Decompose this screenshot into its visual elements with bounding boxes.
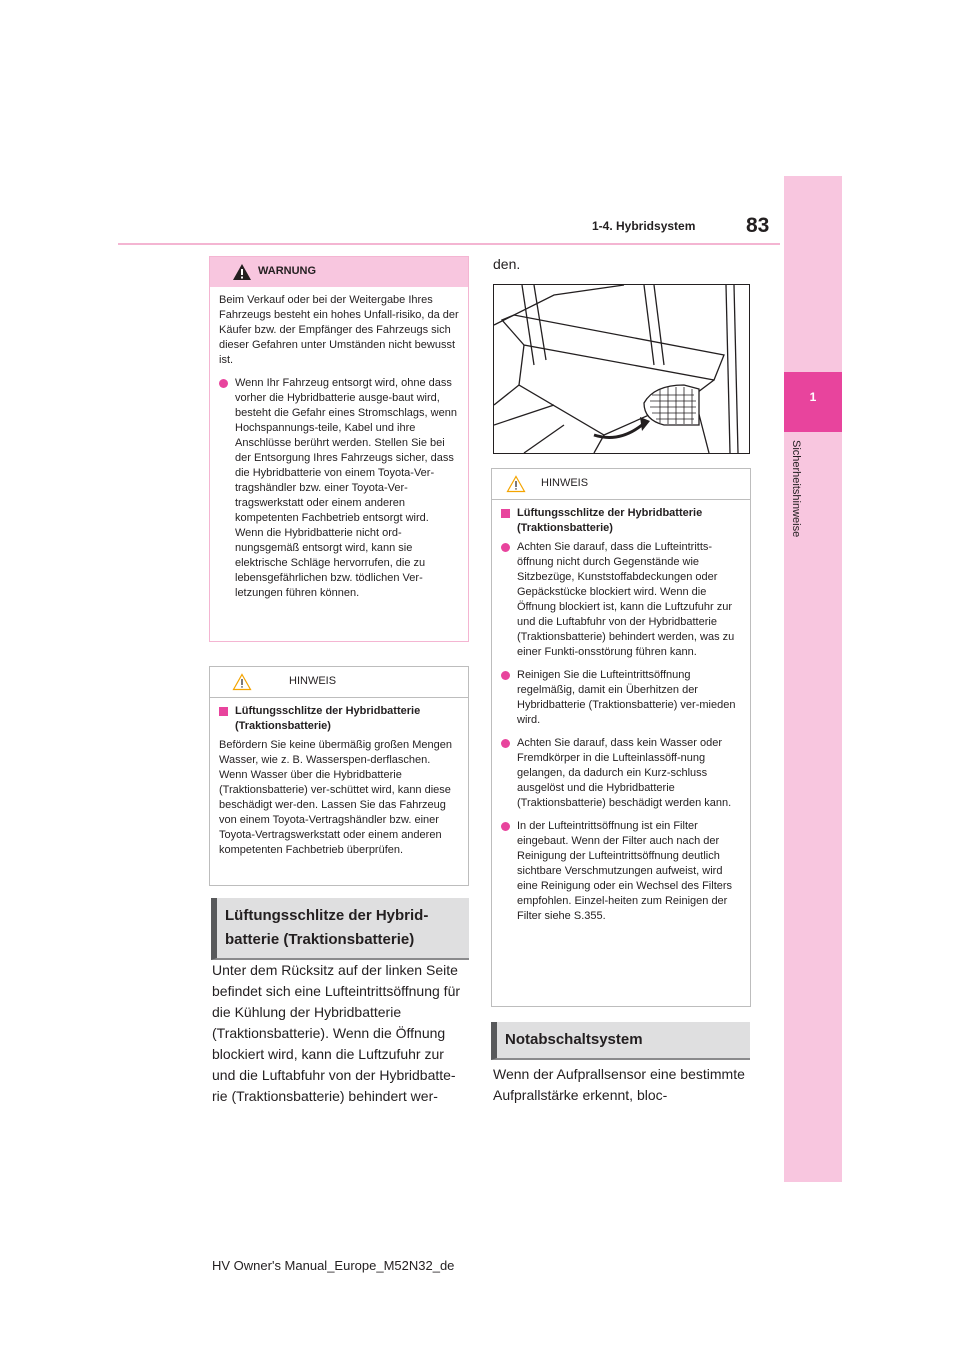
notice-subheading: Lüftungsschlitze der Hybridbatterie (Traktionsbatterie) xyxy=(219,704,459,734)
rear-seat-vent-drawing xyxy=(494,285,749,453)
page-number: 83 xyxy=(746,214,770,237)
bullet-icon xyxy=(219,379,228,388)
bullet-icon xyxy=(501,739,510,748)
chapter-side-tab xyxy=(784,176,842,1182)
section-title: 1-4. Hybridsystem xyxy=(592,219,696,233)
bullet-icon xyxy=(501,671,510,680)
warning-title: WARNUNG xyxy=(258,265,317,277)
list-item: Reinigen Sie die Lufteintrittsöffnung regelmäßig, damit ein Überhitzen der Hybridbatterie (Traktionsbatterie) ver-mieden wird. xyxy=(501,668,741,728)
square-bullet-icon xyxy=(219,707,228,716)
section-heading-vent: Lüftungsschlitze der Hybrid- batterie (Traktionsbatterie) xyxy=(211,898,469,960)
emergency-body-text: Wenn der Aufprallsensor eine bestimmte Aufprallstärke erkennt, bloc- xyxy=(493,1066,745,1103)
square-bullet-icon xyxy=(501,509,510,518)
notice-subheading: Lüftungsschlitze der Hybridbatterie (Traktionsbatterie) xyxy=(501,506,741,536)
caution-triangle-icon xyxy=(506,475,526,493)
chapter-label: Sicherheitshinweise xyxy=(790,440,802,538)
section-heading-emergency: Notabschaltsystem xyxy=(491,1022,750,1060)
bullet-icon xyxy=(501,822,510,831)
header-rule xyxy=(118,243,780,245)
footer-text: HV Owner's Manual_Europe_M52N32_de xyxy=(212,1258,455,1273)
vent-body-text: Unter dem Rücksitz auf der linken Seite befindet sich eine Lufteintrittsöffnung für die Kühlung der Hybridbatterie (Traktionsbatterie). Wenn die Öffnung blockiert wird, kann die Luftzufuhr zur und die Luftabfuhr von der Hybridbatte-rie (Traktionsbatterie) behindert wer- xyxy=(212,962,461,1104)
caution-triangle-icon xyxy=(232,673,252,691)
list-item: Achten Sie darauf, dass die Lufteintritts-öffnung nicht durch Gegenstände wie Sitzbezüge, Kunststoffabdeckungen oder Gepäckstücke blockiert wird. Wenn die Öffnung blockiert ist, kann die Luftzufuhr zur und die Luftabfuhr von der Hybridbatterie (Traktionsbatterie) behindert werden, was zu einer Funkti-onsstörung führen kann. xyxy=(501,540,741,660)
list-item: Achten Sie darauf, dass kein Wasser oder Fremdkörper in die Lufteinlassöff-nung gelangen, da dadurch ein Kurz-schluss ausgelöst und die Hybridbatterie (Traktionsbatterie) beschädigt werden kann. xyxy=(501,736,741,811)
notice-box-header xyxy=(210,667,468,698)
warning-triangle-icon xyxy=(232,263,252,281)
warning-box xyxy=(209,256,469,642)
notice-text: Befördern Sie keine übermäßig großen Mengen Wasser, wie z. B. Wasserspen-derflaschen. Wenn Wasser über die Hybridbatterie (Traktionsbatterie) ver-schüttet wird, kann diese beschädigt wer-den. Lassen Sie das Fahrzeug von einem Toyota-Vertragshändler bzw. einer Toyota-Vertragswerkstatt oder einem anderen kompetenten Fachbetrieb überprüfen. xyxy=(219,739,452,856)
warning-intro: Beim Verkauf oder bei der Weitergabe Ihres Fahrzeugs besteht ein hohes Unfall-risiko, da der Käufer bzw. der Empfänger des Fahrzeugs sich dieser Gefahren unter Umständen nicht bewusst ist. xyxy=(219,294,459,366)
vent-illustration xyxy=(493,284,750,454)
list-item: In der Lufteintrittsöffnung ist ein Filter eingebaut. Wenn der Filter auch nach der Reinigung der Lufteintrittsöffnung deutlich sichtbare Verschmutzungen aufweist, wird eine Reinigung oder ein Wechsel des Filters empfohlen. Einzel-heiten zum Reinigen der Filter siehe S.355. xyxy=(501,819,741,924)
notice-box-header xyxy=(492,469,750,500)
bullet-icon xyxy=(501,543,510,552)
list-item: Wenn Ihr Fahrzeug entsorgt wird, ohne dass vorher die Hybridbatterie ausge-baut wird, besteht die Gefahr eines Stromschlags, wenn Hochspannungs-teile, Kabel und ihre Anschlüsse berührt werden. Stellen Sie bei der Entsorgung Ihres Fahrzeugs sicher, dass die Hybridbatterie von einem Toyota-Ver-tragshändler bzw. einer Toyota-Ver-tragswerkstatt oder einem anderen kompetenten Fachbetrieb entsorgt wird. Wenn die Hybridbatterie nicht ord-nungsgemäß entsorgt wird, kann sie elektrische Schläge hervorrufen, die zu lebensgefährlichen bzw. tödlichen Ver-letzungen führen können. xyxy=(219,376,459,601)
notice-box xyxy=(209,666,469,886)
vent-body-continued: den. xyxy=(493,256,521,272)
notice-title: HINWEIS xyxy=(289,675,337,687)
chapter-number: 1 xyxy=(809,390,817,404)
notice-title: HINWEIS xyxy=(541,477,589,489)
warning-box-header xyxy=(210,257,468,287)
notice-box-right xyxy=(491,468,751,1007)
